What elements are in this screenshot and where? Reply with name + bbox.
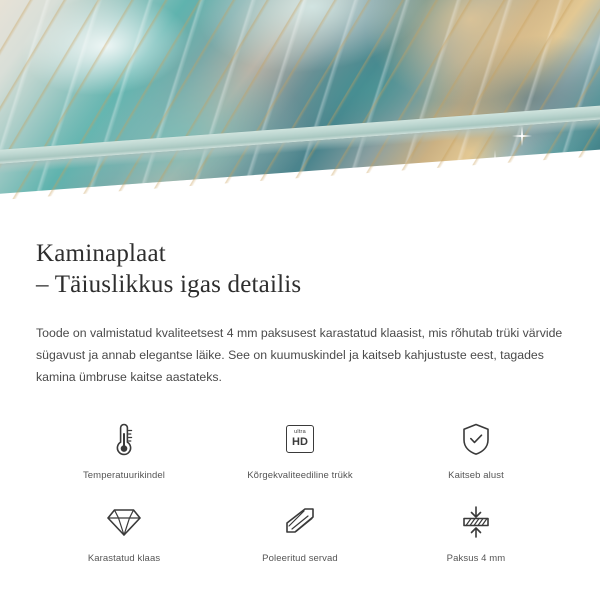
feature-item-surface-protection: [388, 416, 564, 481]
feature-item-print-quality: [212, 416, 388, 481]
feature-label: Kaitseb alust: [448, 470, 504, 481]
page-title: [36, 238, 564, 300]
page-title-line2: – Täiuslikkus igas detailis: [36, 271, 302, 298]
content-area: [0, 238, 600, 564]
page-title-line1: Kaminaplaat: [36, 240, 166, 267]
ultra-hd-badge-bottom: HD: [292, 435, 308, 448]
diamond-icon: [105, 499, 143, 545]
marble-veins-overlay: [0, 0, 600, 200]
feature-item-thickness: [388, 499, 564, 564]
feature-label: Paksus 4 mm: [446, 553, 506, 564]
ultra-hd-icon: [286, 416, 314, 462]
feature-grid: [36, 416, 564, 564]
feature-label: Kõrgekvaliteediline trükk: [247, 470, 353, 481]
feature-label: Temperatuurikindel: [82, 470, 166, 481]
feature-label: Poleeritud servad: [262, 553, 338, 564]
thickness-icon: [458, 499, 494, 545]
thermometer-icon: [109, 416, 139, 462]
feature-item-tempered-glass: [36, 499, 212, 564]
hero-image: [0, 0, 600, 222]
shield-check-icon: [460, 416, 492, 462]
feature-item-polished-edges: [212, 499, 388, 564]
polished-edges-icon: [282, 499, 318, 545]
product-description: Toode on valmistatud kvaliteetsest 4 mm paksusest karastatud klaasist, mis rõhutab trüki värvide sügavust ja annab elegantse läike. See on kuumuskindel ja kaitseb kahjustuste eest, tagades kamina ümbruse kaitse aastateks.: [36, 326, 563, 384]
feature-label: Karastatud klaas: [87, 553, 161, 564]
ultra-hd-badge-top: ultra: [294, 429, 306, 436]
feature-item-temperature: [36, 416, 212, 481]
